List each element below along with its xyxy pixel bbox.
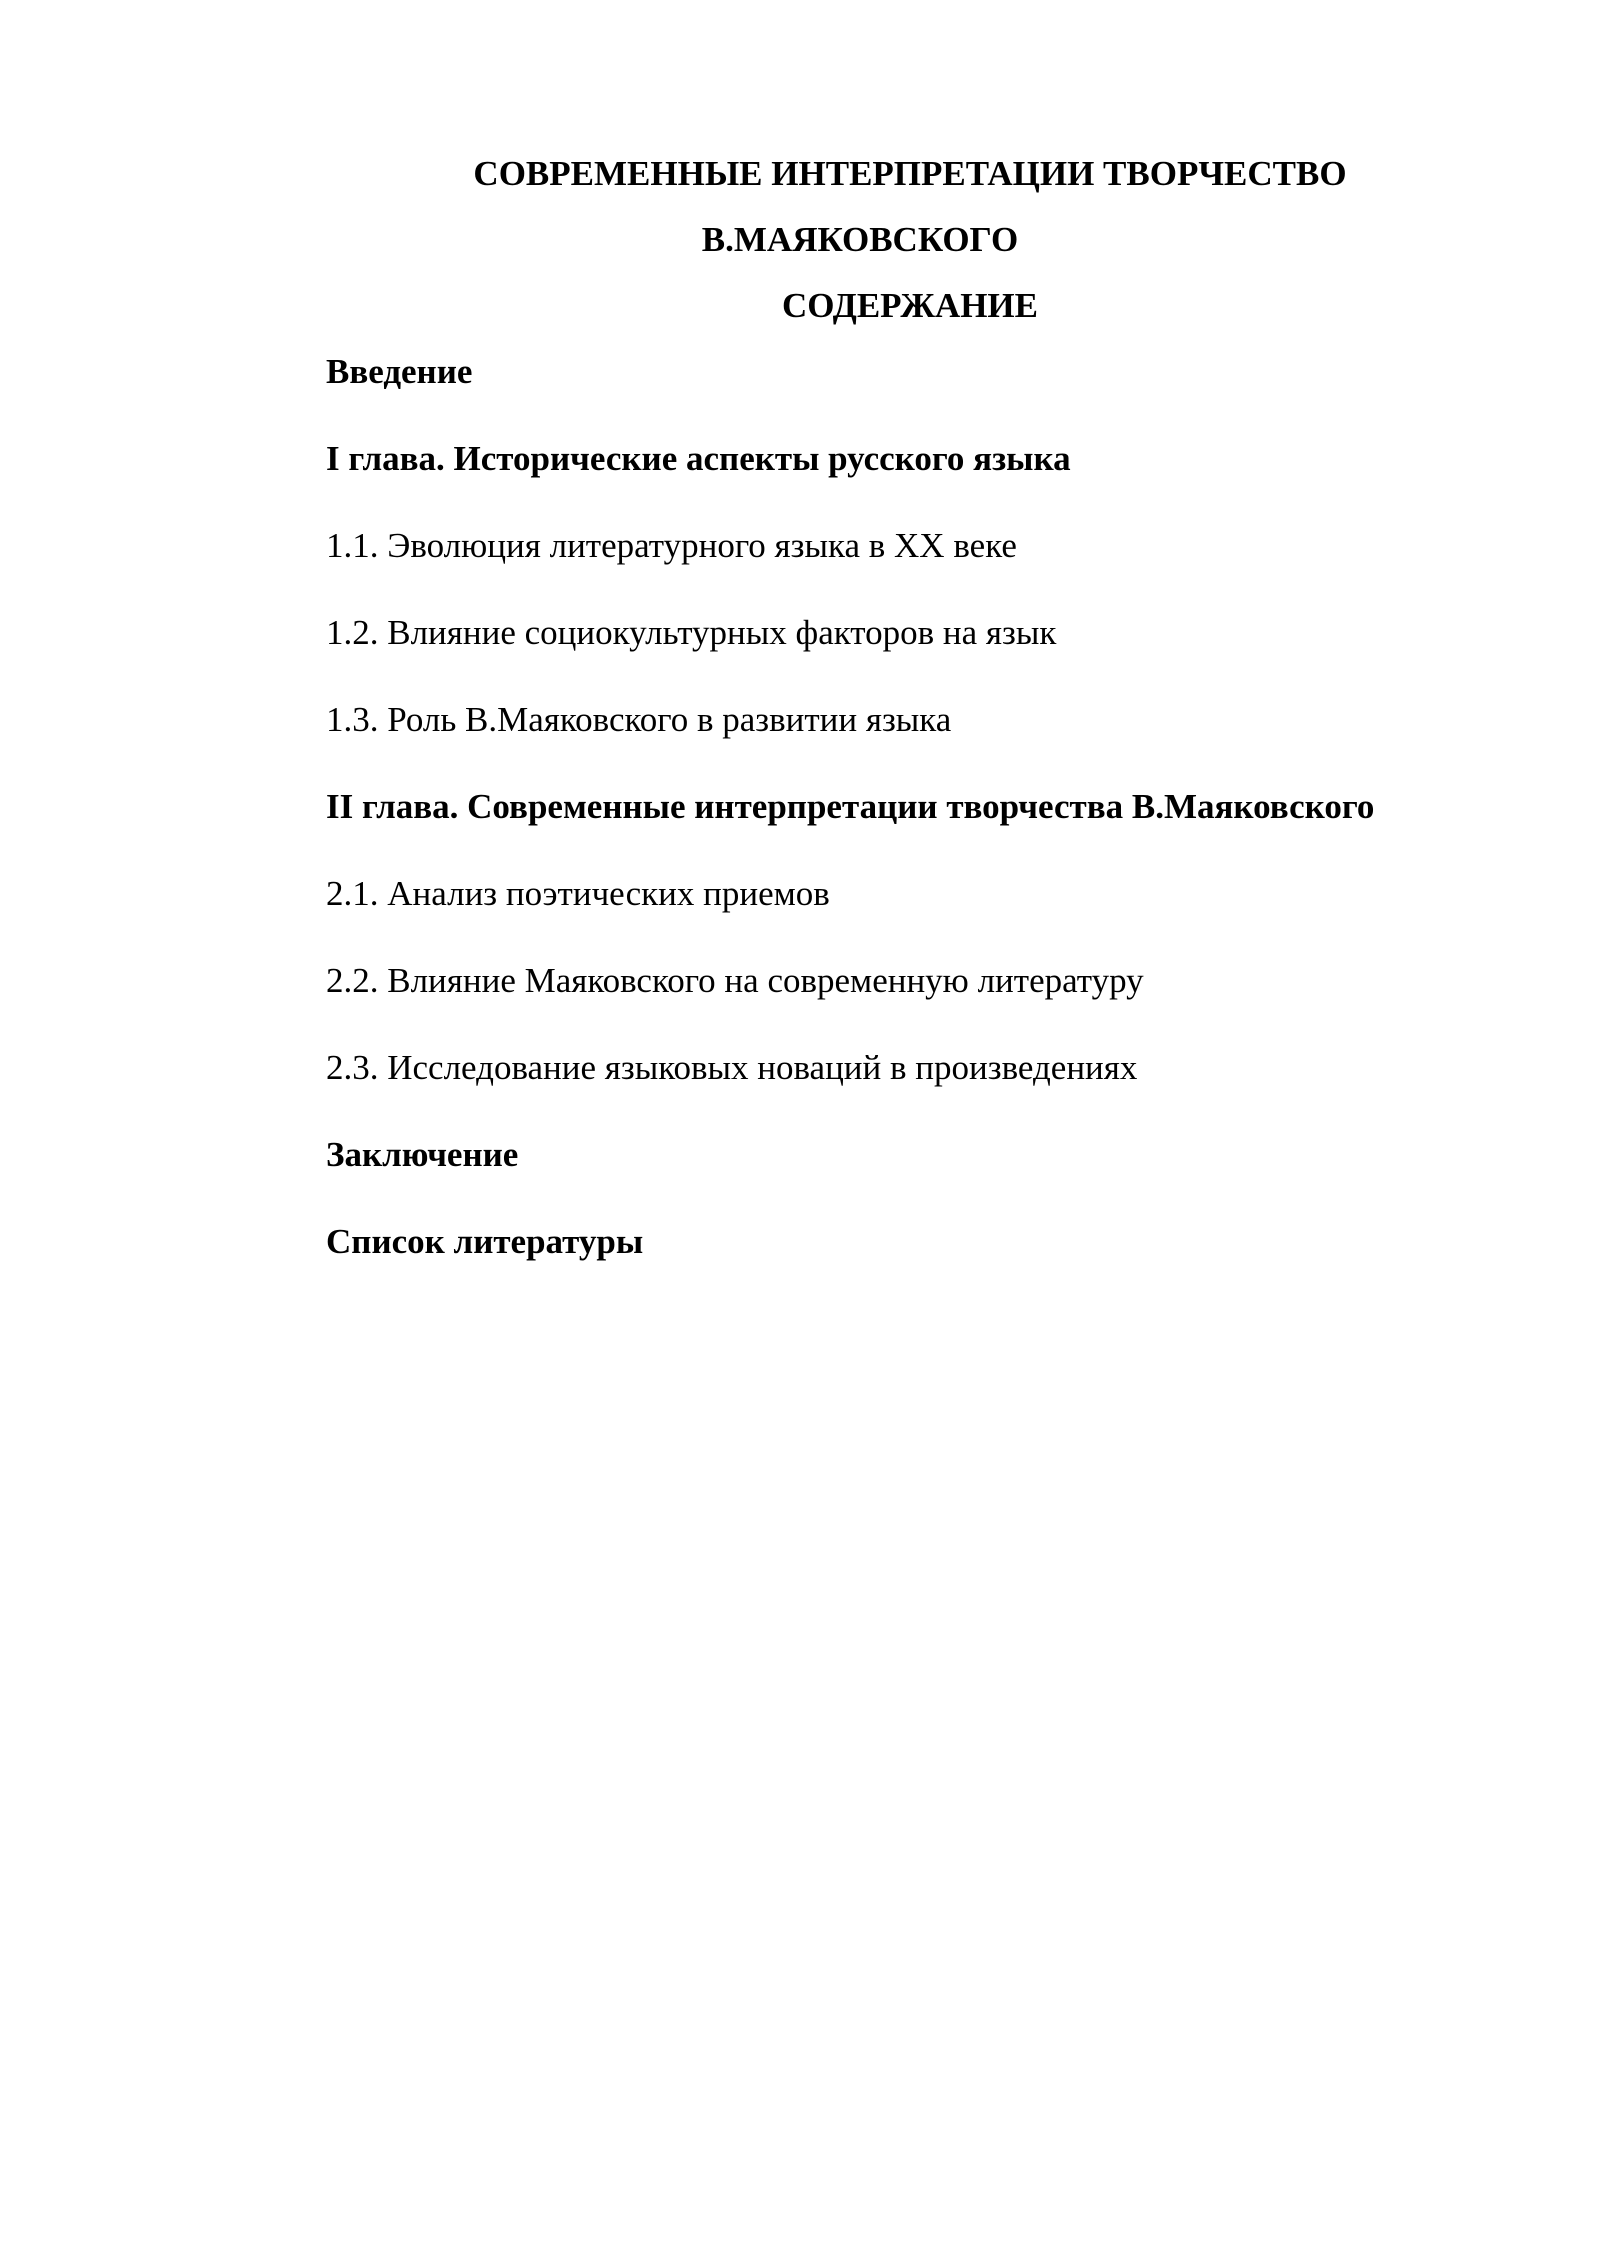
toc-item-section-2-3: 2.3. Исследование языковых новаций в произведениях	[326, 1048, 1138, 1087]
toc-item-section-2-2: 2.2. Влияние Маяковского на современную литературу	[326, 961, 1144, 1000]
document-title-line-2: В.МАЯКОВСКОГО	[701, 220, 1019, 259]
toc-item-conclusion: Заключение	[326, 1135, 519, 1174]
toc-item-chapter-2: II глава. Современные интерпретации творчества В.Маяковского	[326, 787, 1375, 826]
toc-item-section-1-3: 1.3. Роль В.Маяковского в развитии языка	[326, 700, 952, 739]
contents-heading: СОДЕРЖАНИЕ	[781, 286, 1038, 325]
toc-item-section-2-1: 2.1. Анализ поэтических приемов	[326, 874, 830, 913]
toc-item-section-1-2: 1.2. Влияние социокультурных факторов на язык	[326, 613, 1057, 652]
toc-item-bibliography: Список литературы	[326, 1222, 644, 1261]
toc-item-chapter-1: I глава. Исторические аспекты русского языка	[326, 439, 1071, 478]
document-title-line-1: СОВРЕМЕННЫЕ ИНТЕРПРЕТАЦИИ ТВОРЧЕСТВО	[473, 154, 1347, 193]
toc-item-section-1-1: 1.1. Эволюция литературного языка в XX веке	[326, 526, 1017, 565]
table-of-contents	[326, 352, 1526, 1309]
toc-item-introduction: Введение	[326, 352, 473, 391]
